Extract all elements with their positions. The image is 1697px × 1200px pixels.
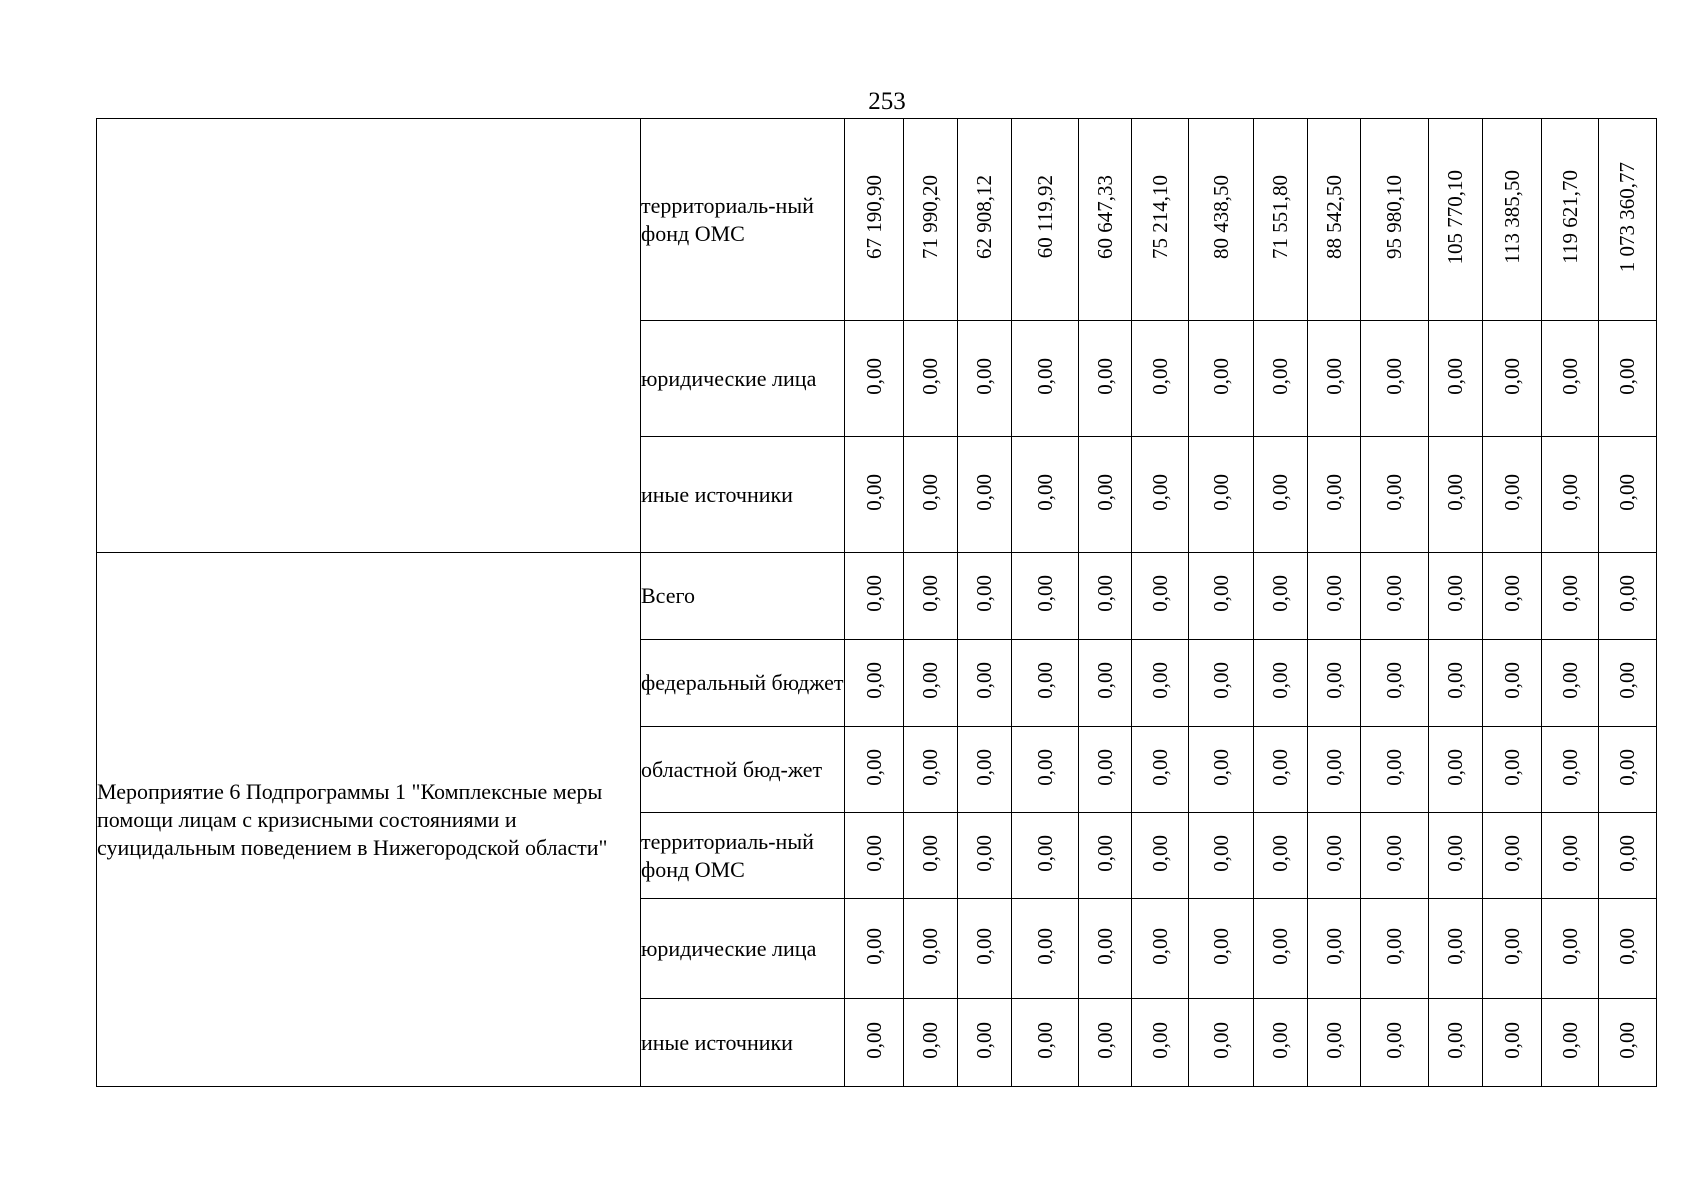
amount-cell: [1012, 640, 1079, 727]
amount-cell: [1483, 727, 1542, 813]
amount-value: 0,00: [972, 927, 996, 965]
amount-value: 0,00: [1032, 357, 1057, 395]
amount-value: 0,00: [1443, 748, 1467, 786]
amount-cell: [1429, 727, 1483, 813]
amount-value: 0,00: [861, 575, 886, 612]
amount-value: 0,00: [1268, 357, 1292, 395]
amount-value: 0,00: [861, 473, 886, 511]
amount-cell: [1483, 437, 1542, 553]
amount-value: 0,00: [1382, 1021, 1406, 1059]
amount-value: 0,00: [1557, 1021, 1582, 1059]
event-title-cell: Мероприятие 6 Подпрограммы 1 "Комплексные меры помощи лицам с кризисными состояниями и суицидальным поведением в Нижегородской области": [97, 553, 641, 1087]
amount-value: 0,00: [1443, 357, 1467, 395]
amount-value: 0,00: [1382, 473, 1406, 511]
funding-source-cell: федеральный бюджет: [641, 640, 845, 727]
amount-cell: [1189, 640, 1254, 727]
amount-value: 0,00: [1321, 575, 1346, 612]
amount-value: 0,00: [1615, 748, 1639, 786]
amount-cell: [1132, 727, 1189, 813]
amount-value: 0,00: [1268, 662, 1292, 699]
amount-cell: [1308, 119, 1361, 321]
amount-value: 0,00: [1443, 662, 1467, 699]
amount-cell: [904, 813, 958, 899]
amount-value: 0,00: [1147, 927, 1172, 965]
amount-cell: [958, 813, 1012, 899]
amount-value: 0,00: [1382, 748, 1406, 786]
amount-value: 1 073 360,77: [1615, 161, 1639, 273]
amount-value: 0,00: [1092, 357, 1117, 395]
amount-value: 0,00: [972, 575, 996, 612]
amount-cell: [1132, 899, 1189, 999]
amount-value: 0,00: [972, 1021, 996, 1059]
amount-cell: [1483, 899, 1542, 999]
amount-cell: [1308, 640, 1361, 727]
amount-value: 88 542,50: [1321, 175, 1346, 259]
amount-cell: [1542, 437, 1599, 553]
amount-value: 0,00: [1615, 357, 1639, 395]
amount-cell: [958, 999, 1012, 1087]
funding-source-cell: юридические лица: [641, 321, 845, 437]
amount-cell: [1361, 553, 1429, 640]
amount-cell: [958, 321, 1012, 437]
amount-value: 0,00: [1321, 357, 1346, 395]
amount-cell: [1599, 640, 1657, 727]
amount-value: 0,00: [861, 834, 886, 872]
amount-cell: [845, 999, 904, 1087]
funding-source-cell: юридические лица: [641, 899, 845, 999]
amount-value: 0,00: [1208, 927, 1233, 965]
amount-value: 0,00: [972, 748, 996, 786]
amount-cell: [904, 999, 958, 1087]
amount-value: 95 980,10: [1382, 175, 1406, 259]
amount-cell: [1079, 119, 1132, 321]
amount-cell: [1483, 553, 1542, 640]
amount-value: 0,00: [918, 748, 942, 786]
funding-source-cell: Всего: [641, 553, 845, 640]
amount-cell: [1429, 437, 1483, 553]
amount-cell: [1189, 727, 1254, 813]
amount-cell: [1542, 899, 1599, 999]
amount-value: 0,00: [1499, 575, 1524, 612]
amount-cell: [1079, 437, 1132, 553]
amount-cell: [1429, 999, 1483, 1087]
amount-cell: [1429, 119, 1483, 321]
amount-cell: [1012, 437, 1079, 553]
amount-value: 0,00: [1615, 927, 1639, 965]
amount-cell: [1483, 999, 1542, 1087]
amount-value: 71 990,20: [918, 175, 942, 259]
amount-value: 0,00: [1443, 834, 1467, 872]
amount-cell: [1361, 640, 1429, 727]
amount-cell: [1542, 999, 1599, 1087]
amount-value: 0,00: [918, 575, 942, 612]
amount-cell: [1012, 553, 1079, 640]
amount-value: 0,00: [1499, 834, 1524, 872]
amount-value: 0,00: [861, 357, 886, 395]
amount-value: 0,00: [1499, 927, 1524, 965]
amount-value: 0,00: [1208, 357, 1233, 395]
event-title-cell: [97, 119, 641, 553]
amount-cell: [1361, 119, 1429, 321]
funding-source-cell: областной бюд-жет: [641, 727, 845, 813]
amount-value: 0,00: [1268, 748, 1292, 786]
funding-source-cell: территориаль-ный фонд ОМС: [641, 119, 845, 321]
amount-value: 71 551,80: [1268, 175, 1292, 259]
amount-cell: [1542, 321, 1599, 437]
amount-cell: [1542, 640, 1599, 727]
amount-cell: [1483, 119, 1542, 321]
amount-cell: [1189, 999, 1254, 1087]
amount-value: 0,00: [1147, 834, 1172, 872]
amount-cell: [1012, 119, 1079, 321]
funding-source-cell: иные источники: [641, 437, 845, 553]
amount-cell: [904, 727, 958, 813]
amount-cell: [1599, 899, 1657, 999]
amount-cell: [1429, 553, 1483, 640]
amount-cell: [904, 437, 958, 553]
amount-value: 0,00: [1268, 1021, 1292, 1059]
amount-value: 0,00: [1615, 575, 1639, 612]
amount-cell: [958, 727, 1012, 813]
amount-value: 0,00: [861, 927, 886, 965]
amount-cell: [1429, 899, 1483, 999]
amount-value: 0,00: [1147, 748, 1172, 786]
amount-cell: [1361, 727, 1429, 813]
amount-cell: [1189, 437, 1254, 553]
amount-value: 0,00: [1092, 927, 1117, 965]
amount-cell: [1429, 813, 1483, 899]
amount-value: 0,00: [1092, 473, 1117, 511]
amount-value: 0,00: [918, 473, 942, 511]
amount-cell: [1599, 553, 1657, 640]
amount-cell: [845, 119, 904, 321]
amount-cell: [1012, 727, 1079, 813]
amount-cell: [904, 119, 958, 321]
amount-value: 0,00: [1321, 748, 1346, 786]
amount-value: 0,00: [918, 927, 942, 965]
amount-value: 0,00: [1147, 575, 1172, 612]
amount-cell: [1189, 553, 1254, 640]
amount-value: 0,00: [1092, 834, 1117, 872]
amount-cell: [1542, 727, 1599, 813]
amount-cell: [1189, 119, 1254, 321]
amount-cell: [958, 899, 1012, 999]
amount-value: 0,00: [1557, 927, 1582, 965]
amount-cell: [1079, 727, 1132, 813]
amount-value: 0,00: [1382, 662, 1406, 699]
amount-value: 0,00: [972, 662, 996, 699]
amount-cell: [1429, 321, 1483, 437]
amount-value: 0,00: [861, 748, 886, 786]
amount-cell: [1079, 899, 1132, 999]
amount-cell: [1254, 727, 1308, 813]
amount-value: 0,00: [1147, 662, 1172, 699]
page-number: 253: [868, 88, 906, 115]
amount-cell: [1308, 813, 1361, 899]
amount-cell: [958, 553, 1012, 640]
amount-cell: [1012, 813, 1079, 899]
funding-source-cell: иные источники: [641, 999, 845, 1087]
amount-value: 0,00: [1615, 662, 1639, 699]
amount-value: 80 438,50: [1208, 175, 1233, 259]
amount-value: 0,00: [1208, 473, 1233, 511]
amount-cell: [1542, 119, 1599, 321]
amount-cell: [1254, 999, 1308, 1087]
amount-value: 62 908,12: [972, 175, 996, 259]
amount-cell: [958, 640, 1012, 727]
amount-cell: [845, 553, 904, 640]
amount-cell: [1079, 813, 1132, 899]
amount-cell: [1189, 899, 1254, 999]
amount-value: 0,00: [1092, 748, 1117, 786]
amount-cell: [1254, 899, 1308, 999]
amount-value: 0,00: [1208, 834, 1233, 872]
amount-cell: [1254, 321, 1308, 437]
amount-value: 0,00: [918, 1021, 942, 1059]
amount-cell: [904, 321, 958, 437]
amount-cell: [1483, 321, 1542, 437]
amount-value: 0,00: [972, 834, 996, 872]
amount-value: 0,00: [1208, 748, 1233, 786]
amount-cell: [1132, 640, 1189, 727]
amount-value: 0,00: [1499, 748, 1524, 786]
amount-value: 60 119,92: [1032, 175, 1057, 259]
amount-value: 0,00: [1268, 834, 1292, 872]
amount-value: 67 190,90: [861, 175, 886, 259]
amount-value: 0,00: [1499, 662, 1524, 699]
amount-cell: [1308, 437, 1361, 553]
amount-cell: [1483, 640, 1542, 727]
amount-cell: [1308, 727, 1361, 813]
amount-cell: [1361, 437, 1429, 553]
amount-cell: [1132, 553, 1189, 640]
amount-value: 0,00: [1443, 1021, 1467, 1059]
amount-cell: [1361, 813, 1429, 899]
amount-cell: [1599, 437, 1657, 553]
amount-cell: [1361, 899, 1429, 999]
amount-value: 0,00: [918, 357, 942, 395]
amount-value: 0,00: [1032, 473, 1057, 511]
funding-source-cell: территориаль-ный фонд ОМС: [641, 813, 845, 899]
amount-value: 0,00: [1208, 1021, 1233, 1059]
amount-cell: [1254, 119, 1308, 321]
amount-value: 0,00: [1557, 834, 1582, 872]
amount-value: 0,00: [972, 357, 996, 395]
amount-cell: [904, 899, 958, 999]
amount-cell: [1254, 437, 1308, 553]
amount-cell: [1132, 321, 1189, 437]
amount-cell: [1599, 727, 1657, 813]
amount-cell: [845, 813, 904, 899]
amount-value: 0,00: [1268, 575, 1292, 612]
amount-value: 0,00: [1032, 1021, 1057, 1059]
amount-cell: [1361, 321, 1429, 437]
amount-value: 0,00: [1615, 473, 1639, 511]
amount-cell: [1308, 899, 1361, 999]
amount-cell: [1483, 813, 1542, 899]
amount-cell: [958, 119, 1012, 321]
amount-value: 0,00: [1382, 357, 1406, 395]
amount-value: 0,00: [1208, 662, 1233, 699]
amount-cell: [1079, 553, 1132, 640]
amount-value: 0,00: [1615, 834, 1639, 872]
amount-value: 0,00: [1382, 834, 1406, 872]
amount-value: 0,00: [1268, 473, 1292, 511]
amount-cell: [845, 640, 904, 727]
amount-cell: [1308, 321, 1361, 437]
amount-value: 0,00: [1092, 1021, 1117, 1059]
amount-cell: [1599, 119, 1657, 321]
amount-cell: [1079, 999, 1132, 1087]
amount-cell: [1012, 899, 1079, 999]
amount-value: 0,00: [1557, 357, 1582, 395]
amount-value: 0,00: [1557, 575, 1582, 612]
amount-value: 60 647,33: [1092, 175, 1117, 259]
amount-value: 0,00: [918, 834, 942, 872]
amount-cell: [845, 437, 904, 553]
amount-value: 0,00: [1321, 1021, 1346, 1059]
amount-value: 0,00: [1499, 357, 1524, 395]
amount-value: 0,00: [1443, 575, 1467, 612]
amount-cell: [1012, 999, 1079, 1087]
amount-value: 119 621,70: [1557, 170, 1582, 264]
amount-cell: [1254, 813, 1308, 899]
amount-cell: [1308, 553, 1361, 640]
amount-value: 0,00: [1032, 834, 1057, 872]
amount-cell: [1599, 999, 1657, 1087]
amount-value: 0,00: [1032, 662, 1057, 699]
amount-value: 0,00: [1615, 1021, 1639, 1059]
amount-value: 0,00: [1382, 927, 1406, 965]
amount-value: 0,00: [1032, 748, 1057, 786]
amount-value: 0,00: [1321, 662, 1346, 699]
amount-cell: [1079, 321, 1132, 437]
amount-cell: [1132, 999, 1189, 1087]
amount-value: 0,00: [1557, 662, 1582, 699]
amount-cell: [904, 640, 958, 727]
amount-cell: [1542, 553, 1599, 640]
amount-value: 0,00: [1557, 473, 1582, 511]
table-row: [97, 553, 1657, 640]
amount-value: 0,00: [1092, 662, 1117, 699]
amount-cell: [845, 899, 904, 999]
amount-cell: [1189, 813, 1254, 899]
amount-value: 75 214,10: [1147, 175, 1172, 259]
amount-value: 0,00: [1499, 1021, 1524, 1059]
amount-value: 0,00: [1321, 927, 1346, 965]
amount-value: 0,00: [1499, 473, 1524, 511]
amount-cell: [1254, 553, 1308, 640]
amount-value: 0,00: [1032, 575, 1057, 612]
amount-value: 0,00: [1147, 473, 1172, 511]
amount-value: 0,00: [1032, 927, 1057, 965]
amount-value: 0,00: [1443, 473, 1467, 511]
amount-cell: [1254, 640, 1308, 727]
amount-value: 0,00: [972, 473, 996, 511]
amount-value: 0,00: [1208, 575, 1233, 612]
amount-cell: [1132, 437, 1189, 553]
amount-cell: [1599, 321, 1657, 437]
amount-value: 0,00: [861, 662, 886, 699]
amount-cell: [1599, 813, 1657, 899]
amount-cell: [1361, 999, 1429, 1087]
amount-cell: [845, 727, 904, 813]
amount-value: 0,00: [918, 662, 942, 699]
amount-value: 0,00: [1557, 748, 1582, 786]
amount-cell: [1429, 640, 1483, 727]
amount-value: 105 770,10: [1443, 169, 1467, 265]
amount-cell: [1189, 321, 1254, 437]
amount-cell: [1079, 640, 1132, 727]
amount-cell: [1132, 813, 1189, 899]
amount-cell: [958, 437, 1012, 553]
amount-value: 0,00: [1321, 834, 1346, 872]
amount-cell: [1308, 999, 1361, 1087]
amount-value: 0,00: [1092, 575, 1117, 612]
amount-cell: [1132, 119, 1189, 321]
amount-value: 0,00: [861, 1021, 886, 1059]
amount-value: 0,00: [1268, 927, 1292, 965]
amount-value: 0,00: [1147, 1021, 1172, 1059]
amount-cell: [1542, 813, 1599, 899]
table-row: [97, 119, 1657, 321]
amount-cell: [845, 321, 904, 437]
budget-table: [96, 118, 1657, 1087]
amount-value: 0,00: [1147, 357, 1172, 395]
amount-value: 0,00: [1382, 575, 1406, 612]
amount-cell: [1012, 321, 1079, 437]
amount-cell: [904, 553, 958, 640]
amount-value: 0,00: [1321, 473, 1346, 511]
amount-value: 0,00: [1443, 927, 1467, 965]
amount-value: 113 385,50: [1499, 170, 1524, 264]
